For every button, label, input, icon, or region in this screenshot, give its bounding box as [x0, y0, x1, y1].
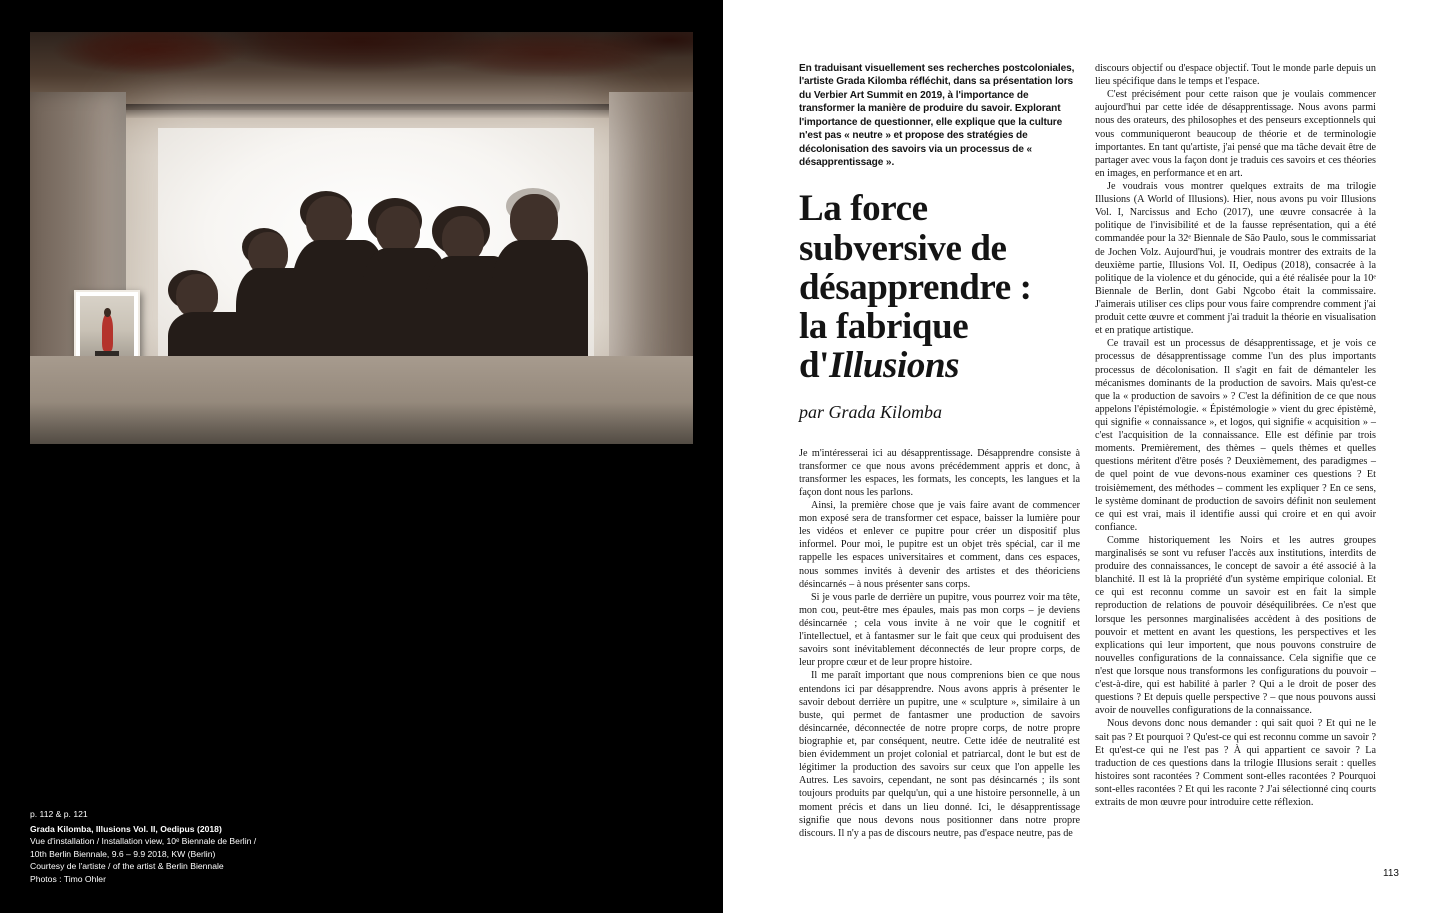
caption-page-reference: p. 112 & p. 121: [30, 809, 88, 820]
paragraph: Ainsi, la première chose que je vais faire avant de commencer mon exposé sera de transformer cet espace, baisser la lumière pour les vidéos et enlever ce pupitre pour créer un dispositif plus informel. Pour moi, le pupitre est un objet très spécial, car il me rappelle les espaces universitaires et comment, dans ces espaces, nous sommes invités à devenir des artistes et des théoriciens désincarnés – à nous présenter sans corps.: [799, 500, 1080, 590]
stained-ceiling: [30, 32, 693, 110]
paragraph: Si je vous parle de derrière un pupitre, vous pourrez voir ma tête, mon cou, peut-être mes épaules, mais pas mon corps – je deviens désincarnée ; cela vous invite à ne voir que le cognitif et l'intellectuel, et à fantasmer sur le fait que ceux qui produisent des savoirs sont inévitablement déconnectés de leur propre corps, de leur propre cœur et de leur propre histoire.: [799, 591, 1080, 669]
paragraph: Nous devons donc nous demander : qui sait quoi ? Et qui ne le sait pas ? Et pourquoi ? Qu'est-ce qui est reconnu comme un savoir ? Et qu'est-ce qui ne l'est pas ? À qui appartient ce savoir ? La traduction de ces questions dans la trilogie Illusions serait : quelles histoires sont racontées ? Comment sont-elles racontées ? Pourquoi sont-elles racontées ? Et qui les raconte ? J'ai sélectionné cinq courts extraits de mon œuvre pour introduire cette réflexion.: [1095, 718, 1376, 809]
paragraph: Comme historiquement les Noirs et les autres groupes marginalisés se sont vu refuser l'accès aux institutions, interdits de produire des connaissances, le concept de savoir a été associé à la blanchité. Il est là la propriété d'un système empirique colonial. Et ce qui est reconnu comme un savoir est en fait la simple reproduction de relations de pouvoir déséquilibrées. Ce n'est que lorsque les personnes marginalisées accèdent à des positions de pouvoir et mettent en avant les questions, les perspectives et les explications qui leur importent, que nous pouvons construire de nouvelles configurations de la connaissance. Cela signifie que ce n'est que lorsque nous transformons les configurations du pouvoir – c'est-à-dire, qui est habilité à parler ? Qui a le droit de poser des questions ? Et depuis quelle perspective ? – que nous pouvons aussi avoir de nouvelles configurations de la connaissance.: [1095, 534, 1376, 717]
headline-line-1: La force: [799, 188, 928, 230]
text-column-left: [799, 62, 1080, 840]
caption-line-3: 10th Berlin Biennale, 9.6 – 9.9 2018, KW (Berlin): [30, 848, 216, 859]
seated-figure-shape: [102, 314, 114, 351]
ceiling-edge: [30, 104, 693, 118]
article-byline: par Grada Kilomba: [799, 402, 943, 423]
figure-head: [510, 194, 558, 246]
headline-line-4: la fabrique: [799, 306, 969, 348]
photo-caption: [30, 808, 450, 885]
paragraph: Il me paraît important que nous comprenions bien ce que nous entendons ici par désapprendre. Nous avons appris à présenter le savoir debout derrière un pupitre, une « sculpture », similaire à un buste, qui permet de fantasmer une production de savoirs désincarnée, déconnectée de notre propre corps, de notre propre biographie et, par conséquent, neutre. Cette idée de neutralité est bien évidemment un projet colonial et patriarcal, dont le but est de légitimer la production des savoirs sur ceux que l'on appelle les Autres. Les savoirs, cependant, ne sont pas désincarnés ; ils sont toujours produits par quelqu'un, qui a une histoire personnelle, à un moment précis et dans un lieu donné. Ici, le désapprentissage signifie que nous devons nous positionner dans notre propre discours. Il n'y a pas de discours neutre, pas d'espace neutre, pas de: [799, 670, 1080, 839]
seated-figure-head: [104, 308, 110, 317]
caption-artwork-title: Grada Kilomba, Illusions Vol. II, Oedipus (2018): [30, 823, 222, 834]
figure-head: [306, 196, 352, 246]
text-column-right: [1095, 62, 1376, 809]
floor-shadow: [30, 402, 693, 444]
article-headline: [799, 189, 1080, 385]
paragraph: Je m'intéresserai ici au désapprentissage. Désapprendre consiste à transformer ce que nous avons précédemment appris et donc, à transformer les espaces, les formats, les concepts, les langues et la façon dont nous les parlons.: [799, 447, 1080, 498]
installation-photograph: [30, 32, 693, 444]
caption-courtesy: Courtesy de l'artiste / of the artist & Berlin Biennale: [30, 861, 224, 872]
headline-line-3: désapprendre :: [799, 266, 1032, 308]
headline-line-2: subversive de: [799, 227, 1007, 269]
right-page: [723, 0, 1441, 913]
paragraph: Je voudrais vous montrer quelques extraits de ma trilogie Illusions (A World of Illusions). Hier, nous avons pu voir Illusions Vol. I, Narcissus and Echo (2017), une œuvre consacrée à la politique de l'invisibilité et de la fausse représentation, qui a été commandée pour la 32ᵉ Biennale de São Paulo, sous le commissariat de Jochen Volz. Aujourd'hui, je voudrais montrer des extraits de la deuxième partie, Illusions Vol. II, Oedipus (2018), consacrée à la politique de la violence et du génocide, qui a été réalisée pour la 10ᵉ Biennale de Berlin, dont Gabi Ngcobo était la commissaire. J'aimerais utiliser ces clips pour vous faire comprendre comment j'ai produit cette œuvre et comment j'ai traduit la théorie en visualisation et en pratique artistique.: [1095, 180, 1376, 337]
article-standfirst: En traduisant visuellement ses recherches postcoloniales, l'artiste Grada Kilomba réfléchit, dans sa présentation lors du Verbier Art Summit en 2019, à l'importance de transformer la manière de produire du savoir. Explorant l'importance de questionner, elle explique que la culture n'est pas « neutre » et propose des stratégies de décolonisation des savoirs via un processus de « désapprentissage ».: [799, 63, 1075, 168]
paragraph: C'est précisément pour cette raison que je voulais commencer aujourd'hui par cette idée de désapprentissage. Nous avons parmi nous des orateurs, des philosophes et des penseurs exceptionnels qui vous communiqueront beaucoup de théorie et de terminologie importantes. En tant qu'artiste, j'ai pensé que ma tâche devait être de partager avec vous la façon dont je traduis ces savoirs et ces théories en images, en performance et en art.: [1095, 89, 1376, 179]
headline-line-5-prefix: d': [799, 345, 830, 387]
right-wall: [609, 92, 693, 392]
paragraph: Ce travail est un processus de désapprentissage, et je vois ce processus de désapprentissage comme l'un des plus importants processus de décolonisation. Il s'agit en fait de démanteler les mécanismes dominants de la production de savoirs. Mais qu'est-ce que la « production de savoirs » ? C'est la définition de ce que nous appelons l'épistémologie. « Épistémologie » vient du grec épistèmè, qui signifie « connaissance », et logos, qui signifie « acquisition » – c'est l'acquisition de la connaissance. Elle est définie par trois moments. Premièrement, des thèmes – quels thèmes et quelles questions méritent d'être posés ? Deuxièmement, des paradigmes – de quel point de vue devons-nous examiner ces questions ? Et troisièmement, des méthodes – comment les expliquer ? En ce sens, le système dominant de production de savoirs définit non seulement ce qui est vrai, mais il identifie aussi qui croire et en qui avoir confiance.: [1095, 338, 1376, 533]
caption-line-2: Vue d'installation / Installation view, 10ᵉ Biennale de Berlin /: [30, 836, 257, 847]
headline-work-title: Illusions: [829, 345, 960, 387]
page-number: 113: [1383, 868, 1399, 879]
figure-head: [376, 206, 420, 254]
caption-photo-credit: Photos : Timo Ohler: [30, 873, 106, 884]
paragraph: discours objectif ou d'espace objectif. Tout le monde parle depuis un lieu spécifique dans le temps et l'espace.: [1095, 63, 1376, 88]
